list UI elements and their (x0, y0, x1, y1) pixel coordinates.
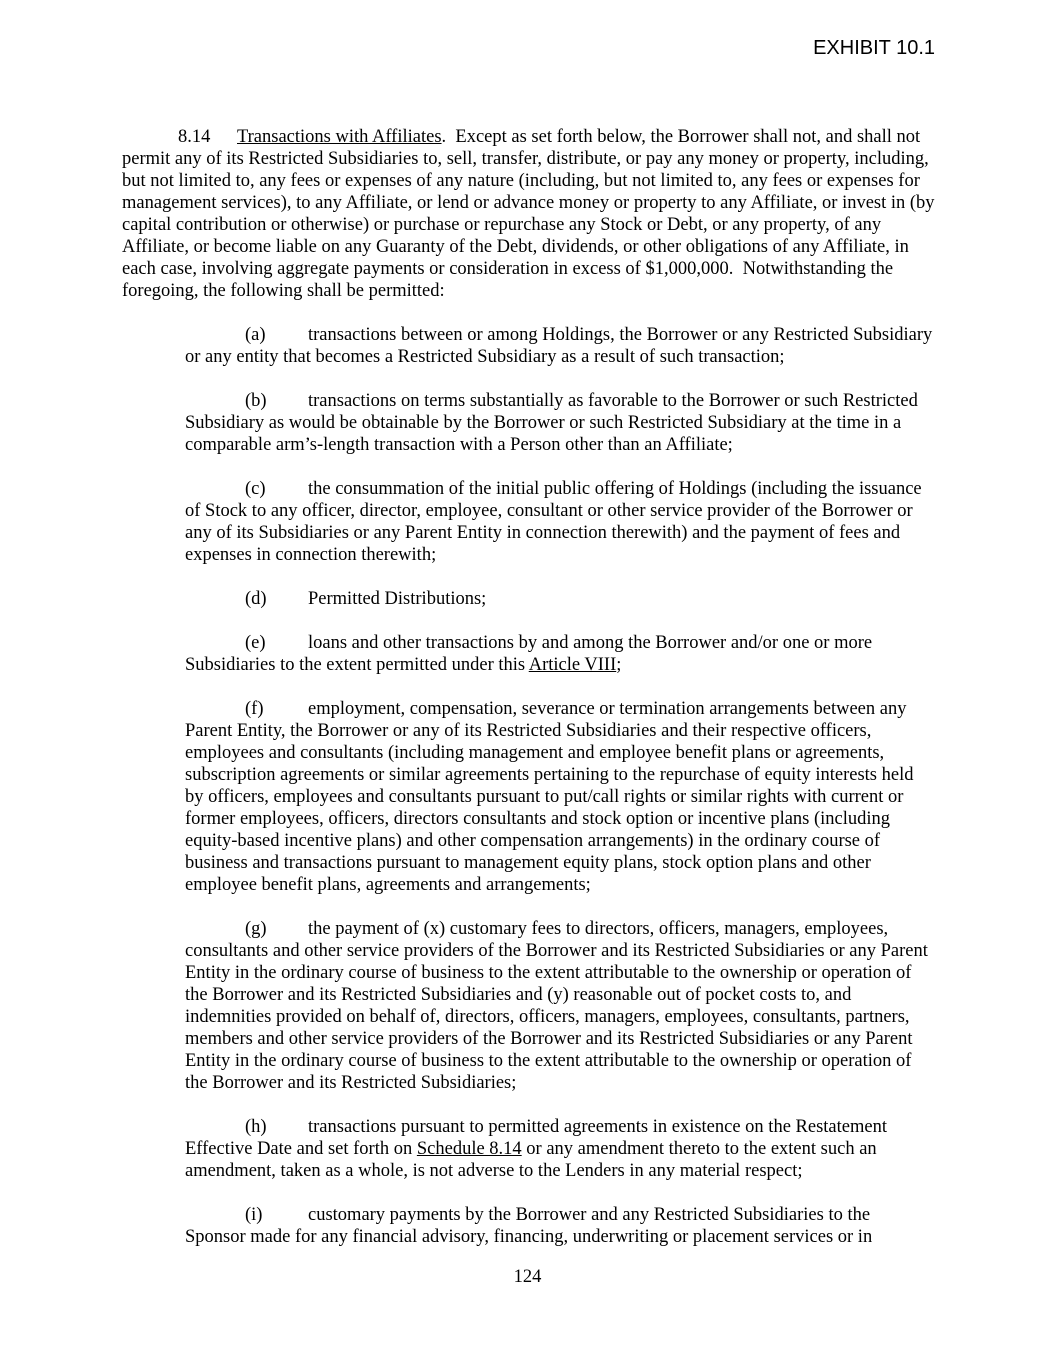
paragraph (185, 324, 935, 368)
paragraph-text: transactions pursuant to permitted agreements in existence on the Restatement Effective Date and set forth on (185, 1117, 892, 1159)
paragraph-text: . Except as set forth below, the Borrower shall not, and shall not permit any of its Restricted Subsidiaries to, sell, transfer, distribute, or pay any money or property, including, but not limited to, any fees or expenses of any nature (including, but not limited to, any fees or expenses for management services), to any Affiliate, or lend or advance money or property to any Affiliate, or invest in (by capital contribution or otherwise) or purchase or repurchase any Stock or Debt, or any property, of any Affiliate, or become liable on any Guaranty of the Debt, dividends, or other obligations of any Affiliate, in each case, involving aggregate payments or consideration in excess of $1,000,000. Notwithstanding the foregoing, the following shall be permitted: (122, 127, 940, 301)
paragraph-label: (d) (245, 589, 267, 609)
paragraph (185, 390, 935, 456)
paragraph-label: (a) (245, 325, 266, 345)
paragraph-label: (i) (245, 1205, 263, 1225)
paragraph-text: Permitted Distributions; (308, 589, 487, 609)
paragraph (185, 1204, 935, 1248)
paragraph-text: the consummation of the initial public offering of Holdings (including the issuance of Stock to any officer, director, employee, consultant or other service provider of the Borrower or any of its Subsidiaries or any Parent Entity in connection therewith) and the payment of fees and expenses in connection therewith; (185, 479, 927, 565)
paragraph-text: transactions on terms substantially as favorable to the Borrower or such Restricted Subsidiary as would be obtainable by the Borrower or such Restricted Subsidiary at the time in a comparable arm’s-length transaction with a Person other than an Affiliate; (185, 391, 923, 455)
paragraph-text: customary payments by the Borrower and any Restricted Subsidiaries to the Sponsor made for any financial advisory, financing, underwriting or placement services or in (185, 1205, 875, 1247)
paragraph (185, 632, 935, 676)
underlined-reference: Schedule 8.14 (416, 1139, 522, 1159)
underlined-reference: Transactions with Affiliates (237, 127, 442, 147)
paragraph-label: (c) (245, 479, 266, 499)
paragraph-text: or any amendment thereto to the extent such an amendment, taken as a whole, is not adverse to the Lenders in any material respect; (185, 1139, 882, 1181)
paragraph (185, 698, 935, 896)
paragraph-label: (h) (245, 1117, 267, 1137)
paragraph-text: transactions between or among Holdings, the Borrower or any Restricted Subsidiary or any entity that becomes a Restricted Subsidiary as a result of such transaction; (185, 325, 937, 367)
document-body (122, 126, 940, 1248)
paragraph-text: loans and other transactions by and among the Borrower and/or one or more Subsidiaries to the extent permitted under this (185, 633, 877, 675)
paragraph-text: the payment of (x) customary fees to directors, officers, managers, employees, consultants and other service providers of the Borrower and its Restricted Subsidiaries or any Parent Entity in the ordinary course of business to the extent attributable to the ownership or operation of the Borrower and its Restricted Subsidiaries and (y) reasonable out of pocket costs to, and indemnities provided on behalf of, directors, officers, managers, employees, consultants, partners, members and other service providers of the Borrower and its Restricted Subsidiaries or any Parent Entity in the ordinary course of business to the extent attributable to the ownership or operation of the Borrower and its Restricted Subsidiaries; (185, 919, 933, 1093)
paragraph-label: (b) (245, 391, 267, 411)
paragraph-text: employment, compensation, severance or termination arrangements between any Parent Entity, the Borrower or any of its Restricted Subsidiaries and their respective officers, employees and consultants (including management and employee benefit plans or agreements, subscription agreements or similar agreements pertaining to the repurchase of equity interests held by officers, employees and consultants pursuant to put/call rights or similar rights with current or former employees, officers, directors consultants and stock option or incentive plans (including equity-based incentive plans) and other compensation arrangements) in the ordinary course of business and transactions pursuant to management equity plans, stock option plans and other employee benefit plans, agreements and arrangements; (185, 699, 919, 895)
paragraph-label: (e) (245, 633, 266, 653)
paragraph (185, 1116, 935, 1182)
page-number: 124 (513, 1267, 542, 1287)
paragraph (185, 588, 935, 610)
paragraph (185, 918, 935, 1094)
paragraph (122, 126, 940, 302)
paragraph-label: (f) (245, 699, 264, 719)
underlined-reference: Article VIII (528, 655, 617, 675)
paragraph-text: ; (616, 655, 622, 675)
paragraph (185, 478, 935, 566)
paragraph-label: (g) (245, 919, 267, 939)
exhibit-label: EXHIBIT 10.1 (813, 37, 935, 59)
paragraph-label: 8.14 (178, 127, 211, 147)
